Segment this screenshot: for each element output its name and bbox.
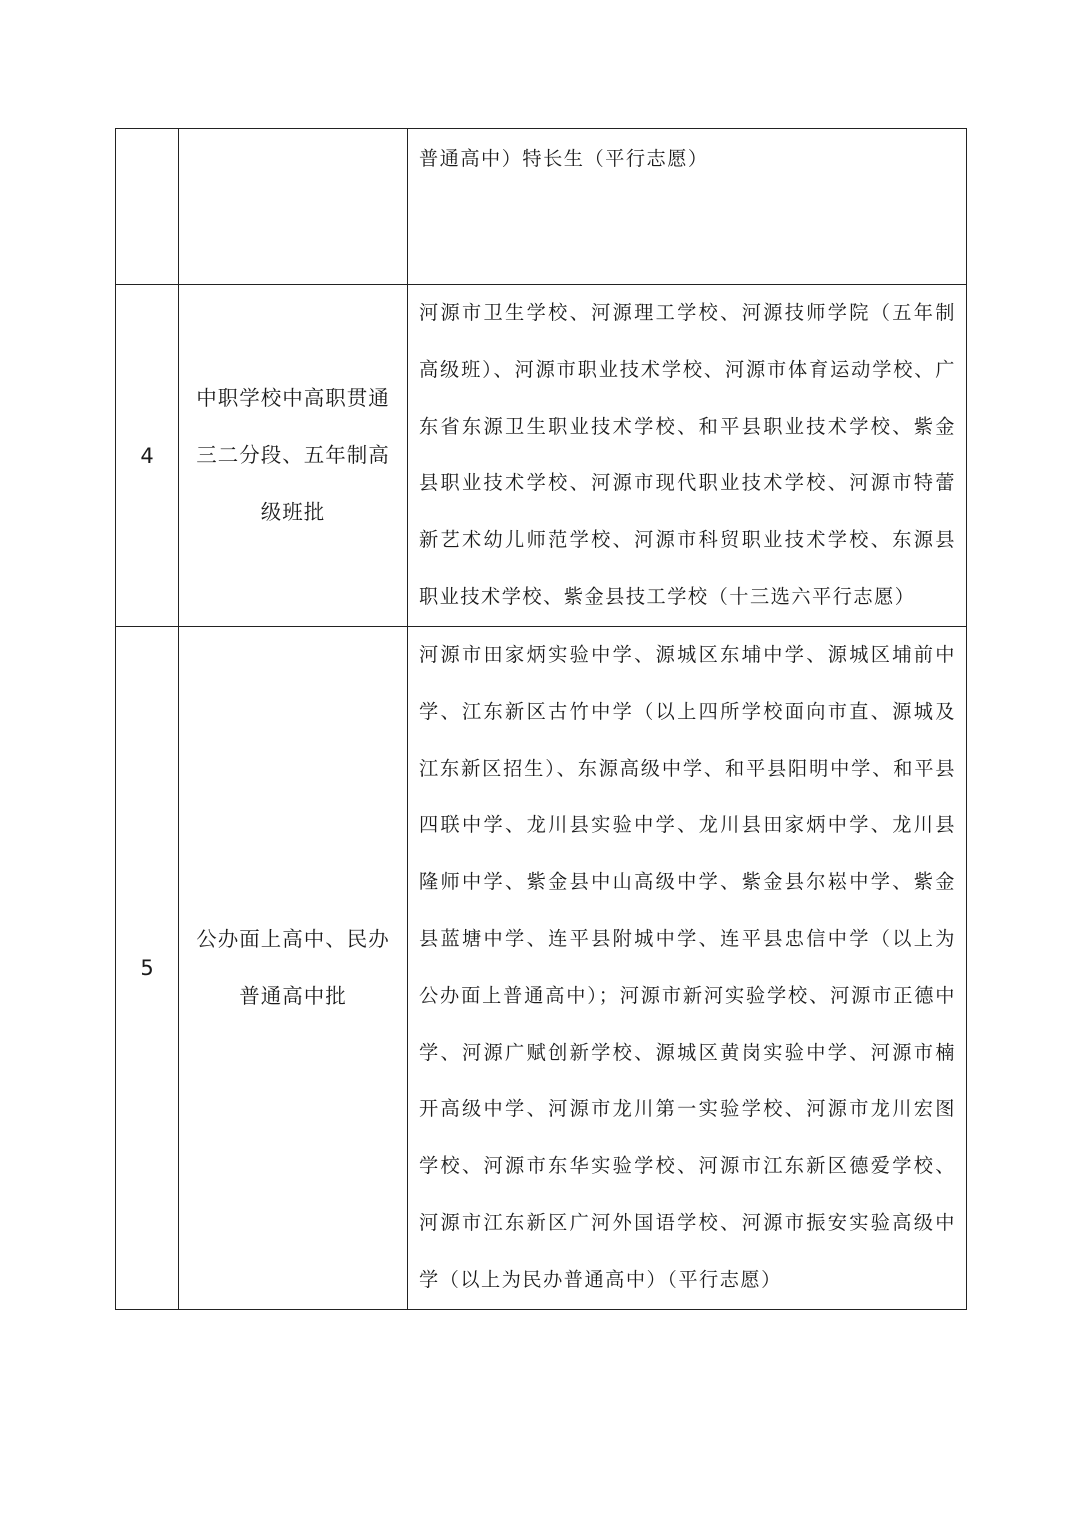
row-number-cell: 5	[116, 627, 179, 1310]
schools-text: 普通高中）特长生（平行志愿）	[419, 147, 709, 170]
schools-cell	[408, 627, 967, 1310]
table-row	[116, 129, 967, 285]
row-number-cell	[116, 129, 179, 285]
table-row	[116, 285, 967, 627]
schools-text: 河源市卫生学校、河源理工学校、河源技师学院（五年制高级班）、河源市职业技术学校、河源市体育运动学校、广东省东源卫生职业技术学校、和平县职业技术学校、紫金县职业技术学校、河源市现代职业技术学校、河源市特蕾新艺术幼儿师范学校、河源市科贸职业技术学校、东源县职业技术学校、紫金县技工学校（十三选六平行志愿）	[419, 301, 956, 608]
admission-batch-table	[115, 128, 967, 1310]
batch-name-cell	[179, 129, 408, 285]
schools-cell	[408, 129, 967, 285]
batch-name-cell: 公办面上高中、民办普通高中批	[179, 627, 408, 1310]
batch-name-cell: 中职学校中高职贯通三二分段、五年制高级班批	[179, 285, 408, 627]
table-row	[116, 627, 967, 1310]
schools-cell	[408, 285, 967, 627]
row-number-cell: 4	[116, 285, 179, 627]
schools-text: 河源市田家炳实验中学、源城区东埔中学、源城区埔前中学、江东新区古竹中学（以上四所学校面向市直、源城及江东新区招生）、东源高级中学、和平县阳明中学、和平县四联中学、龙川县实验中学、龙川县田家炳中学、龙川县隆师中学、紫金县中山高级中学、紫金县尔崧中学、紫金县蓝塘中学、连平县附城中学、连平县忠信中学（以上为公办面上普通高中）；河源市新河实验学校、河源市正德中学、河源广赋创新学校、源城区黄岗实验中学、河源市楠开高级中学、河源市龙川第一实验学校、河源市龙川宏图学校、河源市东华实验学校、河源市江东新区德爱学校、河源市江东新区广河外国语学校、河源市振安实验高级中学（以上为民办普通高中）（平行志愿）	[419, 643, 956, 1291]
